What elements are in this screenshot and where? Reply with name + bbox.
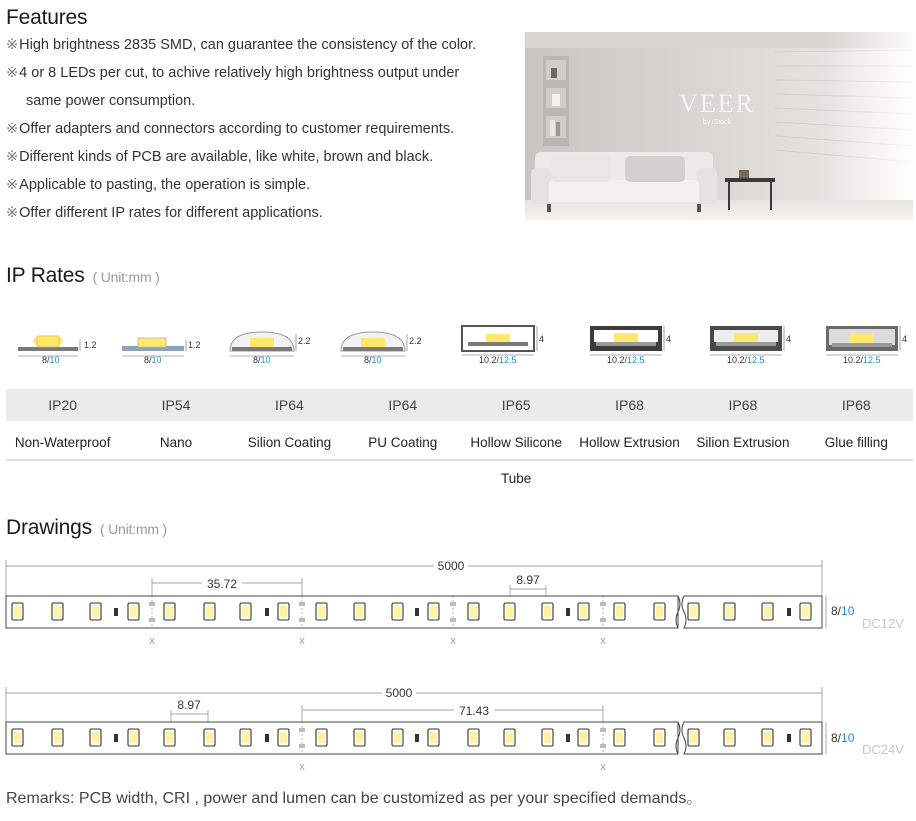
strip-led-pitch: 8.97 — [516, 573, 540, 587]
svg-text:10.2/12.5: 10.2/12.5 — [843, 355, 881, 365]
resistor — [265, 734, 269, 742]
cut-mark: x — [600, 761, 606, 773]
svg-text:4: 4 — [539, 334, 545, 344]
resistor — [415, 734, 419, 742]
strip-width-label: 8/10 — [831, 731, 855, 745]
svg-text:10.2/12.5: 10.2/12.5 — [607, 355, 645, 365]
ip-rate-cell: IP64 — [388, 397, 418, 413]
strip-segment-length: 35.72 — [206, 577, 238, 591]
resistor — [265, 608, 269, 616]
svg-text:8/10: 8/10 — [144, 355, 162, 365]
feature-item: ※High brightness 2835 SMD, can guarantee the consistency of the color. — [6, 37, 477, 53]
svg-text:10.2/12.5: 10.2/12.5 — [727, 355, 765, 365]
cut-mark: x — [450, 635, 456, 647]
svg-text:2.2: 2.2 — [409, 336, 422, 346]
strip-voltage-label: DC12V — [862, 616, 904, 631]
strip-total-length: 5000 — [437, 559, 465, 573]
cut-mark: x — [299, 761, 305, 773]
resistor — [566, 608, 570, 616]
feature-item: ※Offer adapters and connectors according to customer requirements. — [6, 121, 455, 137]
strip-segment — [6, 722, 678, 754]
feature-item-continuation: same power consumption. — [26, 93, 196, 109]
ip-name-cell: Nano — [159, 435, 193, 450]
svg-text:1.2: 1.2 — [84, 340, 97, 350]
ip-name-cell: Glue filling — [824, 435, 888, 450]
ip-rate-cell: IP68 — [841, 397, 871, 413]
photo-watermark: VEER — [679, 89, 755, 118]
feature-item: ※Offer different IP rates for different applications. — [6, 205, 323, 221]
feature-item: ※4 or 8 LEDs per cut, to achive relatively high brightness output under — [6, 65, 460, 81]
strip-led-pitch: 8.97 — [177, 698, 201, 712]
remarks-text: Remarks: PCB width, CRI , power and lumen can be customized as per your specified demands。 — [6, 790, 703, 807]
ip-name-cell: PU Coating — [368, 435, 438, 450]
svg-text:10.2/12.5: 10.2/12.5 — [479, 355, 517, 365]
strip-drawing-12v — [6, 558, 904, 647]
resistor — [787, 608, 791, 616]
ip-rate-cell: IP54 — [161, 397, 191, 413]
ip-rate-cell: IP65 — [501, 397, 531, 413]
ip-rate-cell: IP64 — [275, 397, 304, 413]
ip-rates-heading: IP Rates — [6, 264, 85, 287]
feature-item: ※Different kinds of PCB are available, like white, brown and black. — [6, 149, 434, 165]
resistor — [114, 608, 118, 616]
svg-text:8/10: 8/10 — [42, 355, 60, 365]
svg-text:1.2: 1.2 — [188, 340, 201, 350]
strip-segment — [6, 596, 678, 628]
ip-rate-cell: IP20 — [48, 397, 78, 413]
strip-segment-length: 71.43 — [458, 704, 490, 718]
svg-text:2.2: 2.2 — [298, 336, 311, 346]
resistor — [787, 734, 791, 742]
ip-name-cell: Non-Waterproof — [14, 435, 111, 450]
cut-mark: x — [299, 635, 305, 647]
led-strip-body — [6, 722, 822, 754]
ip-rate-cell: IP68 — [615, 397, 644, 413]
svg-text:4: 4 — [786, 334, 792, 344]
ip-name-cell: Hollow Extrusion — [579, 435, 680, 450]
svg-text:4: 4 — [902, 334, 908, 344]
cut-mark: x — [600, 635, 606, 647]
svg-text:8/10: 8/10 — [253, 355, 271, 365]
strip-width-label: 8/10 — [831, 604, 855, 618]
photo-watermark-sub: by iStock — [702, 119, 732, 126]
svg-text:4: 4 — [666, 334, 672, 344]
strip-drawing-24v — [6, 685, 904, 773]
drawings-heading: Drawings — [6, 516, 92, 539]
drawings-unit: ( Unit:mm ) — [99, 521, 167, 537]
ip-name-cell: Silion Extrusion — [696, 435, 790, 450]
led-strip-body — [6, 596, 822, 628]
svg-text:8/10: 8/10 — [364, 355, 382, 365]
resistor — [566, 734, 570, 742]
strip-total-length: 5000 — [385, 686, 413, 700]
ip-rates-unit: ( Unit:mm ) — [92, 269, 160, 285]
cut-mark: x — [149, 635, 155, 647]
features-title: Features — [6, 6, 88, 29]
resistor — [114, 734, 118, 742]
feature-item: ※Applicable to pasting, the operation is simple. — [6, 177, 311, 193]
resistor — [415, 608, 419, 616]
ip-rate-cell: IP68 — [728, 397, 758, 413]
strip-voltage-label: DC24V — [862, 742, 904, 757]
ip-name-cell: Hollow Silicone Tube — [470, 435, 562, 486]
ip-name-cell: Silion Coating — [247, 435, 332, 450]
